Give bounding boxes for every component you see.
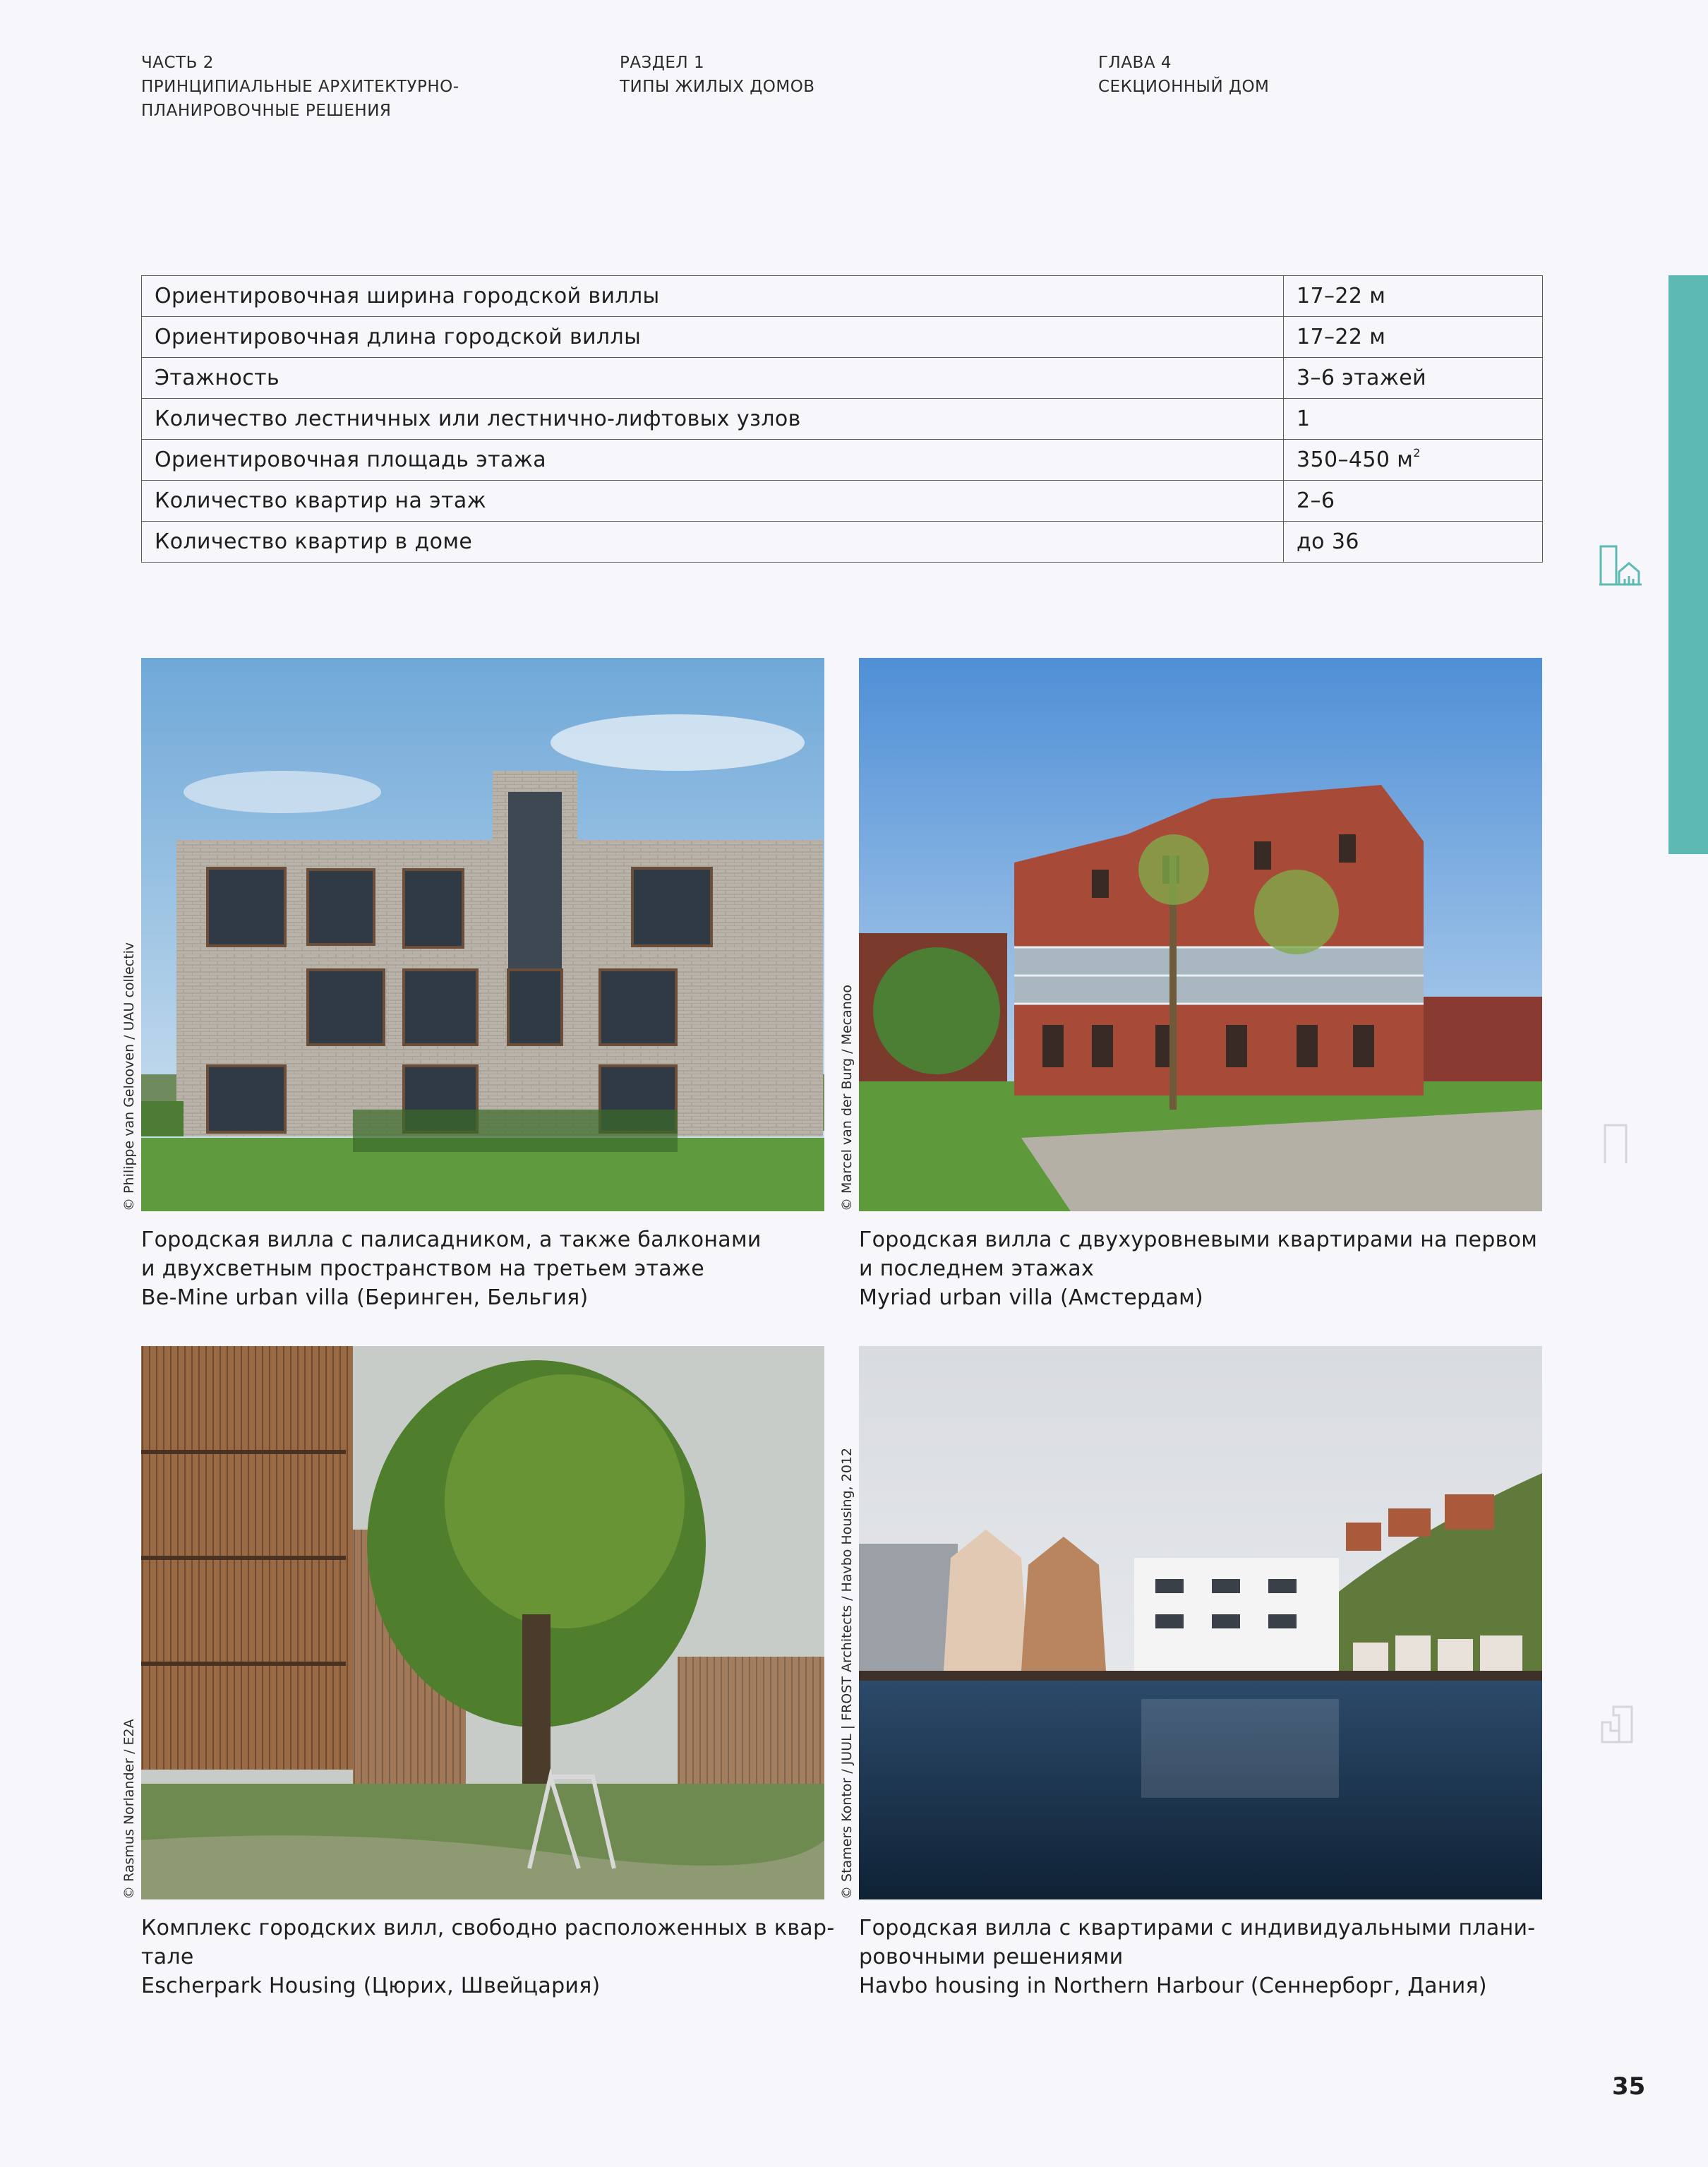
photo-myriad-villa — [859, 658, 1542, 1211]
header-part-line: ЧАСТЬ 2 — [141, 54, 214, 72]
stepped-plan-icon — [1598, 1701, 1644, 1743]
photo-caption — [859, 1225, 1551, 1312]
page-number: 35 — [1612, 2072, 1646, 2101]
table-row — [142, 440, 1543, 481]
caption-line: Городская вилла с палисадником, а также балконами — [141, 1227, 762, 1252]
photo-credit: © Stamers Kontor / JUUL | FROST Architects / Havbo Housing, 2012 — [839, 1447, 855, 1899]
single-section-icon — [1598, 1122, 1644, 1165]
spec-value-cell — [1284, 440, 1543, 481]
spec-label: Количество квартир на этаж — [142, 481, 1284, 522]
photo-caption — [141, 1225, 833, 1312]
caption-line: Havbo housing in Northern Harbour (Сеннерборг, Дания) — [859, 1974, 1487, 1998]
table-row — [142, 522, 1543, 563]
header-chapter — [1098, 51, 1269, 99]
spec-label: Количество квартир в доме — [142, 522, 1284, 563]
photo-be-mine-villa — [141, 658, 824, 1211]
header-section-line: ТИПЫ ЖИЛЫХ ДОМОВ — [620, 78, 815, 96]
spec-value: 1 — [1284, 399, 1543, 440]
photo-caption — [859, 1914, 1551, 2000]
caption-line: Be-Mine urban villa (Беринген, Бельгия) — [141, 1285, 589, 1310]
header-section-line: РАЗДЕЛ 1 — [620, 54, 705, 72]
caption-line: Городская вилла с квартирами с индивидуальными плани- — [859, 1916, 1536, 1940]
spec-table — [141, 275, 1543, 563]
photo-credit: © Marcel van der Burg / Mecanoo — [839, 984, 855, 1211]
caption-line: Myriad urban villa (Амстердам) — [859, 1285, 1204, 1310]
table-row — [142, 399, 1543, 440]
spec-value: 350–450 м — [1297, 448, 1414, 472]
caption-line: Комплекс городских вилл, свободно расположенных в квар- — [141, 1916, 835, 1940]
house-section-icon — [1598, 544, 1644, 586]
caption-line: Escherpark Housing (Цюрих, Швейцария) — [141, 1974, 601, 1998]
spec-value: 17–22 м — [1284, 317, 1543, 358]
spec-label: Ориентировочная площадь этажа — [142, 440, 1284, 481]
chapter-tab — [1668, 275, 1708, 854]
caption-line: и последнем этажах — [859, 1256, 1094, 1281]
header-chapter-line: ГЛАВА 4 — [1098, 54, 1172, 72]
spec-value: 2–6 — [1284, 481, 1543, 522]
photo-credit: © Philippe van Gelooven / UAU collectiv — [121, 942, 137, 1211]
spec-label: Ориентировочная длина городской виллы — [142, 317, 1284, 358]
spec-value: 3–6 этажей — [1284, 358, 1543, 399]
header-chapter-line: СЕКЦИОННЫЙ ДОМ — [1098, 78, 1270, 96]
spec-value-superscript: 2 — [1413, 446, 1421, 460]
table-row — [142, 276, 1543, 317]
photo-escherpark-housing — [141, 1346, 824, 1899]
spec-value: до 36 — [1284, 522, 1543, 563]
caption-line: Городская вилла с двухуровневыми квартирами на первом — [859, 1227, 1538, 1252]
photo-credit: © Rasmus Norlander / E2A — [121, 1719, 137, 1899]
header-part-line: ПРИНЦИПИАЛЬНЫЕ АРХИТЕКТУРНО- — [141, 78, 459, 96]
photo-havbo-housing — [859, 1346, 1542, 1899]
caption-line: тале — [141, 1945, 194, 1969]
spec-label: Этажность — [142, 358, 1284, 399]
spec-label: Количество лестничных или лестнично-лифтовых узлов — [142, 399, 1284, 440]
header-section — [620, 51, 815, 99]
caption-line: ровочными решениями — [859, 1945, 1124, 1969]
header-part-line: ПЛАНИРОВОЧНЫЕ РЕШЕНИЯ — [141, 102, 392, 120]
table-row — [142, 358, 1543, 399]
photo-caption — [141, 1914, 833, 2000]
table-row — [142, 317, 1543, 358]
header-part — [141, 51, 459, 123]
caption-line: и двухсветным пространством на третьем этаже — [141, 1256, 705, 1281]
spec-label: Ориентировочная ширина городской виллы — [142, 276, 1284, 317]
spec-value: 17–22 м — [1284, 276, 1543, 317]
table-row — [142, 481, 1543, 522]
